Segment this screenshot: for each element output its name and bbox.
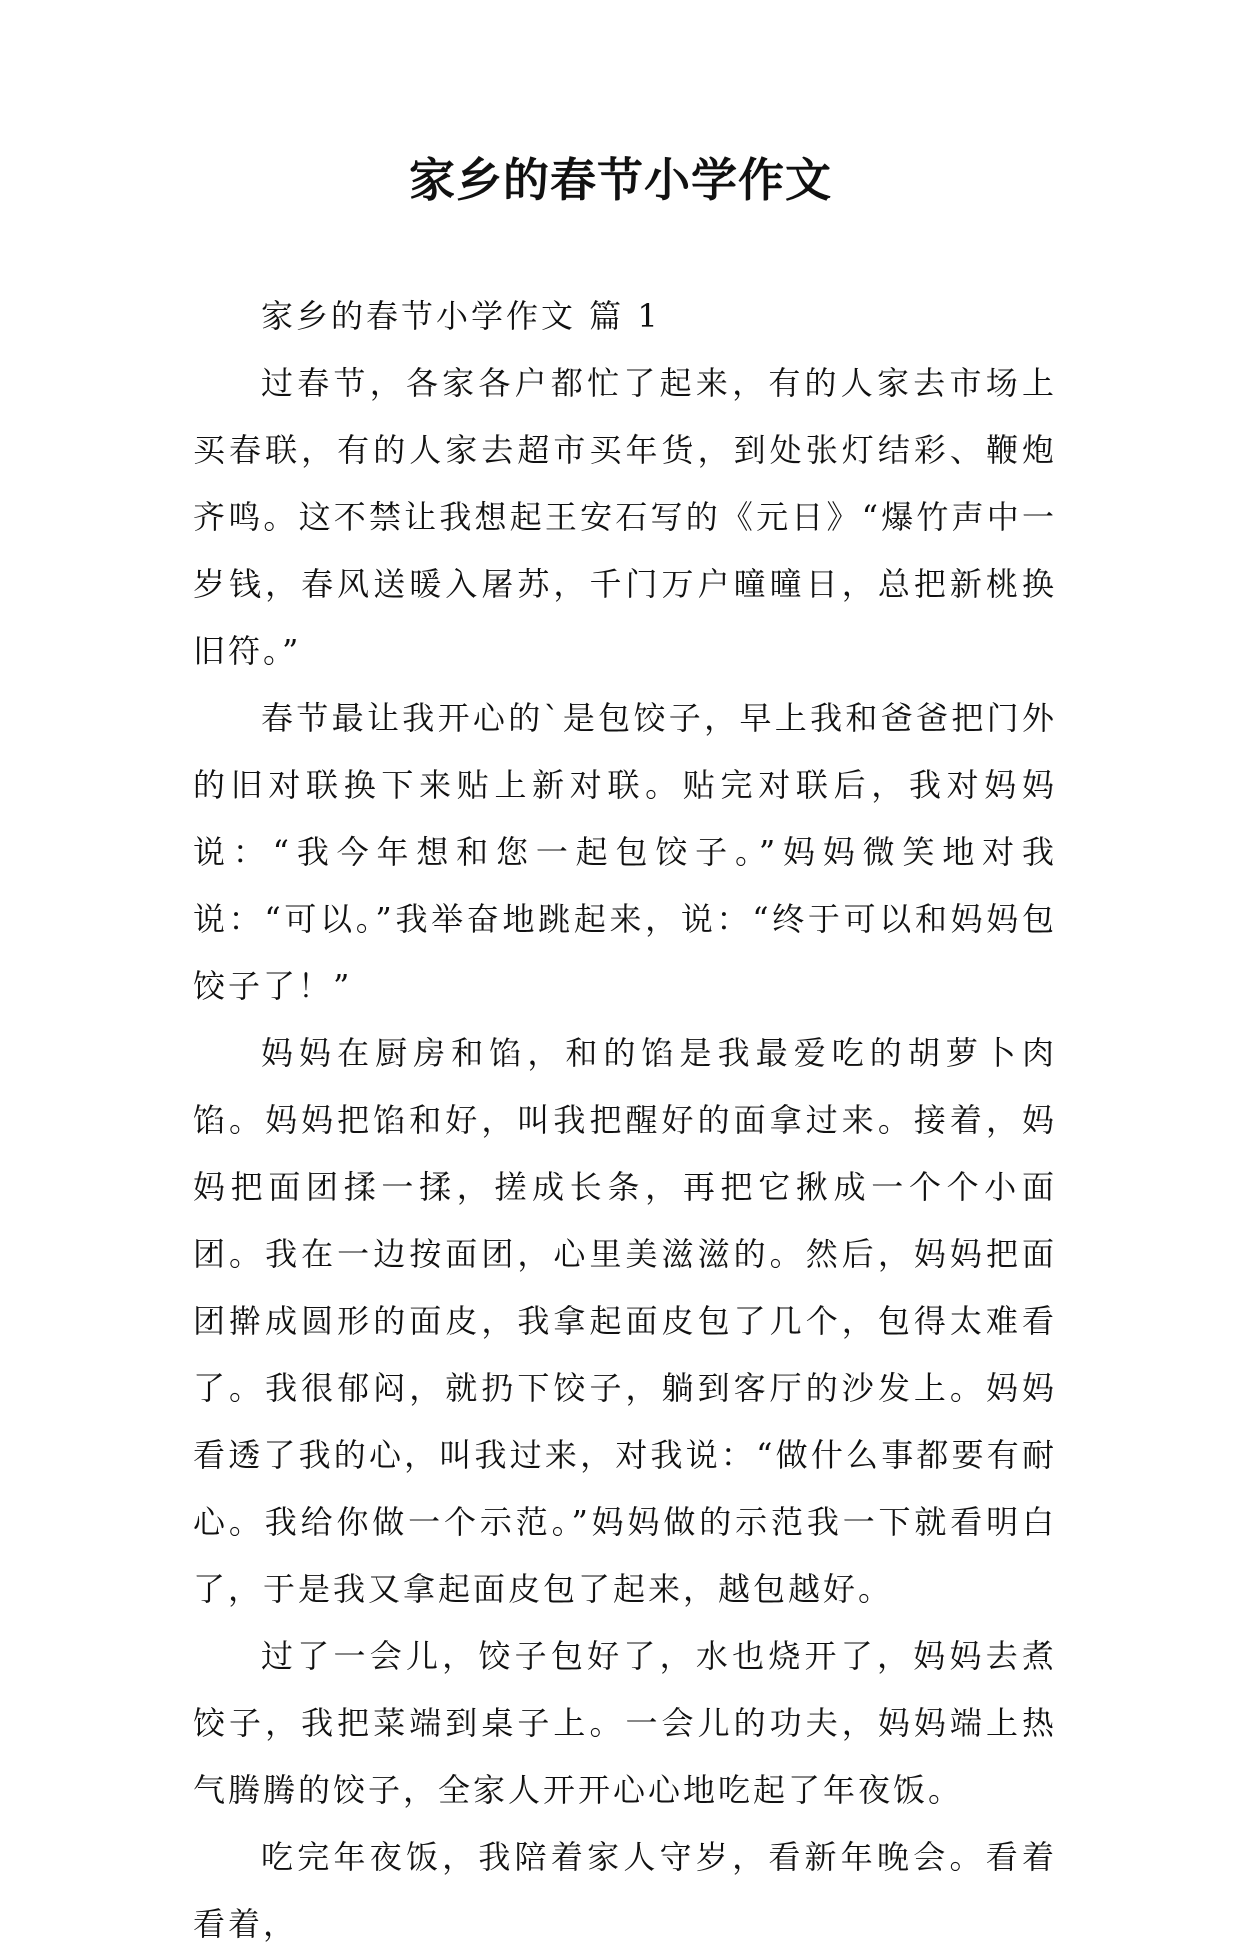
paragraph-5: 吃完年夜饭，我陪着家人守岁，看新年晚会。看着看着，	[193, 1838, 1057, 1943]
document-body	[193, 283, 1057, 1958]
document-title: 家乡的春节小学作文	[409, 153, 832, 207]
essay-subtitle: 家乡的春节小学作文 篇 1	[261, 297, 661, 335]
paragraph-4: 过了一会儿，饺子包好了，水也烧开了，妈妈去煮饺子，我把菜端到桌子上。一会儿的功夫，妈妈端上热气腾腾的饺子，全家人开开心心地吃起了年夜饭。	[193, 1637, 1057, 1809]
paragraph-2: 春节最让我开心的`是包饺子，早上我和爸爸把门外的旧对联换下来贴上新对联。贴完对联后，我对妈妈说：“我今年想和您一起包饺子。”妈妈微笑地对我说：“可以。”我举奋地跳起来，说：“终于可以和妈妈包饺子了！”	[193, 699, 1057, 1005]
paragraph-3: 妈妈在厨房和馅，和的馅是我最爱吃的胡萝卜肉馅。妈妈把馅和好，叫我把醒好的面拿过来。接着，妈妈把面团揉一揉，搓成长条，再把它揪成一个个小面团。我在一边按面团，心里美滋滋的。然后，妈妈把面团擀成圆形的面皮，我拿起面皮包了几个，包得太难看了。我很郁闷，就扔下饺子，躺到客厅的沙发上。妈妈看透了我的心，叫我过来，对我说：“做什么事都要有耐心。我给你做一个示范。”妈妈做的示范我一下就看明白了，于是我又拿起面皮包了起来，越包越好。	[193, 1034, 1057, 1608]
paragraph-1: 过春节，各家各户都忙了起来，有的人家去市场上买春联，有的人家去超市买年货，到处张灯结彩、鞭炮齐鸣。这不禁让我想起王安石写的《元日》“爆竹声中一岁钱，春风送暖入屠苏，千门万户曈曈日，总把新桃换旧符。”	[193, 364, 1057, 670]
